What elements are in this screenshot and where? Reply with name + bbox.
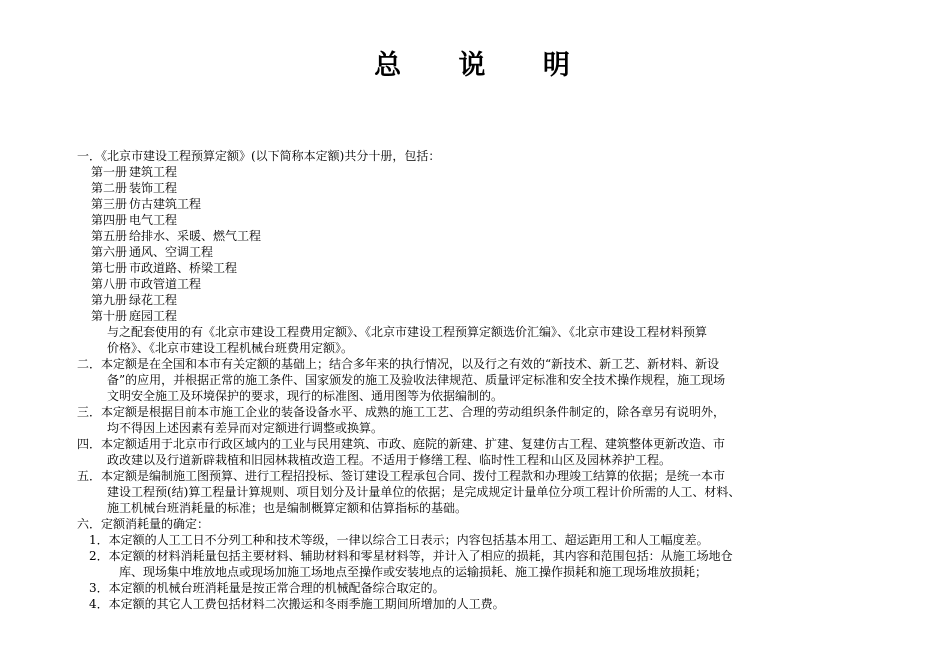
volume-item: [91, 213, 177, 229]
section-5-line: 五．本定额是编制施工图预算、进行工程招投标、签订建设工程承包合同、拨付工程款和办理竣工结算的依据；是统一本市: [77, 469, 726, 483]
volume-number: 第十册: [91, 309, 128, 323]
section-2-line: 备”的应用，并根据正常的施工条件、国家颁发的施工及验收法律规范、质量评定标准和安全技术操作规程，施工现场: [107, 373, 726, 387]
volume-item: [91, 277, 201, 293]
supplement-line: 与之配套使用的有《北京市建设工程费用定额》、《北京市建设工程预算定额选价汇编》、《北京市建设工程材料预算: [107, 325, 708, 339]
volume-item: [91, 165, 177, 181]
section-6-item: 1．本定额的人工工日不分列工种和技术等级，一律以综合工日表示；内容包括基本用工、超运距用工和人工幅度差。: [89, 533, 709, 547]
volume-item: [91, 293, 177, 309]
volume-number: 第九册: [91, 293, 128, 307]
section-5-line: 施工机械台班消耗量的标准；也是编制概算定额和估算指标的基础。: [107, 501, 468, 515]
volume-name: 市政道路、桥梁工程: [129, 261, 238, 275]
volume-number: 第二册: [91, 181, 128, 195]
volume-item: [91, 261, 237, 277]
section-6-item-continuation: 库、现场集中堆放地点或现场加施工场地点至操作或安装地点的运输损耗、施工操作损耗和施工现场堆放损耗；: [119, 565, 708, 579]
volume-name: 绿花工程: [129, 293, 178, 307]
volume-number: 第七册: [91, 261, 128, 275]
section-2-line: 二．本定额是在全国和本市有关定额的基础上；结合多年来的执行情况，以及行之有效的“新技术、新工艺、新材料、新设: [77, 357, 720, 371]
volume-name: 电气工程: [129, 213, 178, 227]
section-4-line: 政改建以及行道新辟栽植和旧园林栽植改造工程。不适用于修缮工程、临时性工程和山区及园林养护工程。: [107, 453, 672, 467]
section-1-intro: 一．《北京市建设工程预算定额》(以下简称本定额)共分十册，包括：: [77, 149, 441, 163]
volume-item: [91, 229, 261, 245]
volume-name: 市政管道工程: [129, 277, 202, 291]
supplement-line: 价格》、《北京市建设工程机械台班费用定额》。: [107, 341, 354, 355]
volume-number: 第三册: [91, 197, 128, 211]
section-6-heading: 六．定额消耗量的确定：: [77, 517, 210, 531]
volume-item: [91, 197, 201, 213]
section-2-line: 文明安全施工及环境保护的要求，现行的标准图、通用图等为依据编制的。: [107, 389, 504, 403]
section-4-line: 四．本定额适用于北京市行政区域内的工业与民用建筑、市政、庭院的新建、扩建、复建仿古工程、建筑整体更新改造、市: [77, 437, 726, 451]
volume-number: 第一册: [91, 165, 128, 179]
volume-name: 装饰工程: [129, 181, 178, 195]
section-6-item: 3．本定额的机械台班消耗量是按正常合理的机械配备综合取定的。: [89, 581, 445, 595]
section-5-line: 建设工程预(结)算工程量计算规则、项目划分及计量单位的依据；是完成规定计量单位分项工程计价所需的人工、材料、: [107, 485, 741, 499]
volume-item: [91, 181, 177, 197]
volume-item: [91, 309, 177, 325]
volume-item: [91, 245, 213, 261]
volume-number: 第四册: [91, 213, 128, 227]
section-3-line: 三．本定额是根据目前本市施工企业的装备设备水平、成熟的施工工艺、合理的劳动组织条件制定的，除各章另有说明外，: [77, 405, 726, 419]
volume-number: 第六册: [91, 245, 128, 259]
volume-name: 建筑工程: [129, 165, 178, 179]
section-6-item: 2．本定额的材料消耗量包括主要材料、辅助材料和零星材料等，并计入了相应的损耗，其内容和范围包括：从施工场地仓: [89, 549, 733, 563]
volume-name: 给排水、采暖、燃气工程: [129, 229, 262, 243]
volume-name: 仿古建筑工程: [129, 197, 202, 211]
volume-name: 通风、空调工程: [129, 245, 214, 259]
page-title: 总 说 明: [374, 50, 594, 81]
section-6-item: 4．本定额的其它人工费包括材料二次搬运和冬雨季施工期间所增加的人工费。: [89, 597, 505, 611]
volume-name: 庭园工程: [129, 309, 178, 323]
volume-number: 第五册: [91, 229, 128, 243]
section-3-line: 均不得因上述因素有差异而对定额进行调整或换算。: [107, 421, 384, 435]
volume-number: 第八册: [91, 277, 128, 291]
